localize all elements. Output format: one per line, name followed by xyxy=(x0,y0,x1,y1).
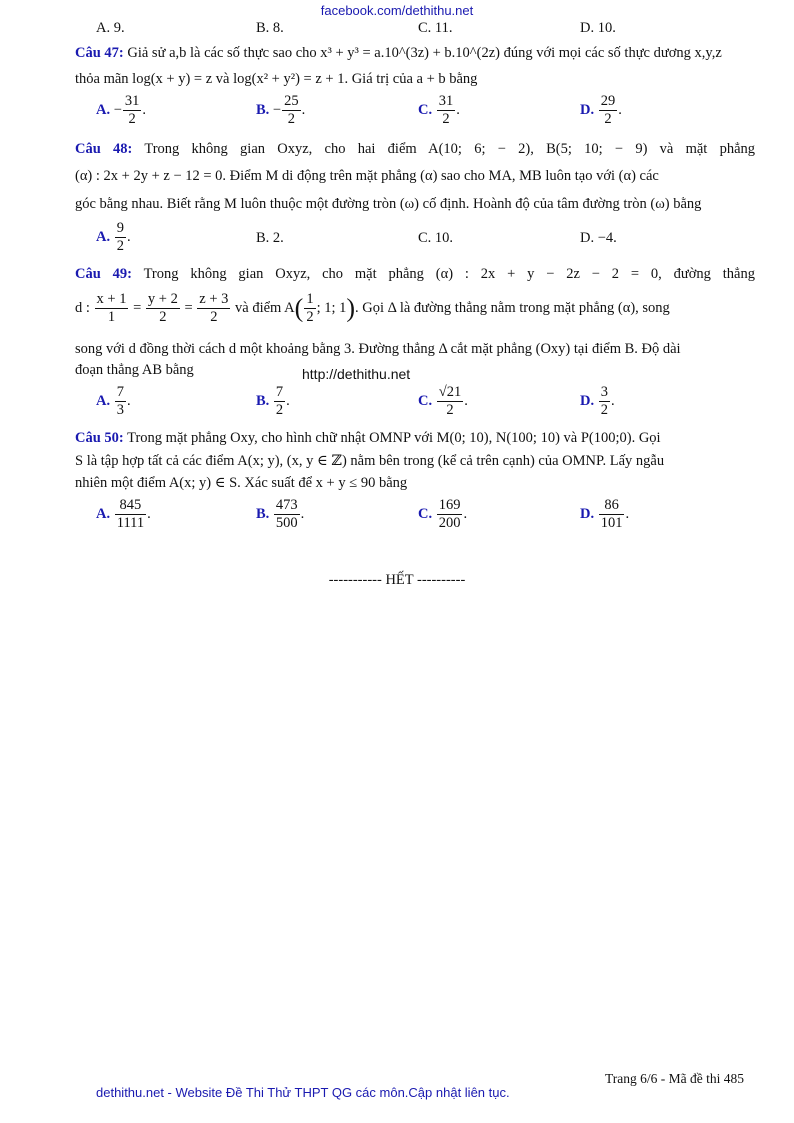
q48-option-a: A. $\frac{9}{2}$ . xyxy=(96,220,131,254)
q47-option-a: A. − $\frac{31}{2}$ . xyxy=(96,93,147,127)
q49-line2: d : $\frac{x + 1}{1}$ = $\frac{y + 2}{2}$ = $\frac{z + 3}{2}$ và điểm A( $\frac{1}{2}$ ; 1; 1). Gọi Δ là đường thẳng nằm trong mặt phẳng (α), song xyxy=(75,291,670,325)
q50-option-d: D. $\frac{86}{101}$ . xyxy=(580,497,630,531)
q50-line2: S là tập hợp tất cả các điểm A(x; y), (x, y ∈ ℤ) nằm bên trong (kể cả trên cạnh) của OMNP. Lấy ngẫu xyxy=(75,453,665,469)
q47-label: Câu 47: xyxy=(75,45,124,61)
end-marker: ----------- HẾT ---------- xyxy=(328,572,466,588)
q49-option-a: A. $\frac{7}{3}$ . xyxy=(96,384,131,418)
q46-option-d: D. 10. xyxy=(580,20,616,36)
q46-option-c: C. 11. xyxy=(418,20,453,36)
q46-option-a: A. 9. xyxy=(96,20,125,36)
q48-label: Câu 48: xyxy=(75,141,133,157)
q48-option-d: D. −4. xyxy=(580,230,617,246)
q49-option-c: C. $\frac{√21}{2}$ . xyxy=(418,384,468,418)
q48-line3: góc bằng nhau. Biết rằng M luôn thuộc một đường tròn (ω) cố định. Hoành độ của tâm đường tròn (ω) bằng xyxy=(75,196,702,212)
q48-line1: Câu 48: Trong không gian Oxyz, cho hai điểm A(10; 6; − 2), B(5; 10; − 9) và mặt phẳng xyxy=(75,141,756,157)
q47-text1: Giả sử a,b là các số thực sao cho x³ + y³ = a.10^(3z) + b.10^(2z) đúng với mọi các số thực dương x,y,z xyxy=(127,45,722,61)
q47-line1 xyxy=(75,45,755,62)
q48-line2: (α) : 2x + 2y + z − 12 = 0. Điểm M di động trên mặt phẳng (α) sao cho MA, MB luôn tạo với (α) các xyxy=(75,168,659,184)
q46-option-b: B. 8. xyxy=(256,20,284,36)
page-number: Trang 6/6 - Mã đề thi 485 xyxy=(605,1071,744,1086)
q50-label: Câu 50: xyxy=(75,430,124,446)
watermark-url[interactable]: http://dethithu.net xyxy=(302,366,411,382)
q47-option-b: B. − $\frac{25}{2}$ . xyxy=(256,93,306,127)
q50-line1: Câu 50: Trong mặt phẳng Oxy, cho hình chữ nhật OMNP với M(0; 10), N(100; 10) và P(100;0). Gọi xyxy=(75,430,661,446)
q49-line1: Câu 49: Trong không gian Oxyz, cho mặt phẳng (α) : 2x + y − 2z − 2 = 0, đường thẳng xyxy=(75,266,755,282)
q47-option-c: C. $\frac{31}{2}$ . xyxy=(418,93,460,127)
q50-option-c: C. $\frac{169}{200}$ . xyxy=(418,497,468,531)
q50-option-a: A. $\frac{845}{1111}$ . xyxy=(96,497,151,531)
footer-site[interactable]: dethithu.net - Website Đề Thi Thử THPT QG các môn.Cập nhật liên tục. xyxy=(96,1085,510,1100)
q47-option-d: D. $\frac{29}{2}$ . xyxy=(580,93,622,127)
header-url[interactable]: facebook.com/dethithu.net xyxy=(320,3,474,18)
q49-option-d: D. $\frac{3}{2}$ . xyxy=(580,384,615,418)
q50-line3: nhiên một điểm A(x; y) ∈ S. Xác suất để x + y ≤ 90 bằng xyxy=(75,475,408,491)
q48-option-c: C. 10. xyxy=(418,230,454,246)
q49-label: Câu 49: xyxy=(75,266,132,282)
q48-option-b: B. 2. xyxy=(256,230,284,246)
q49-line3: song với d đồng thời cách d một khoảng bằng 3. Đường thẳng Δ cắt mặt phẳng (Oxy) tại điểm B. Độ dài xyxy=(75,341,681,357)
q49-option-b: B. $\frac{7}{2}$ . xyxy=(256,384,290,418)
q49-line4: đoạn thẳng AB bằng xyxy=(75,362,194,378)
q47-line2: thỏa mãn log(x + y) = z và log(x² + y²) = z + 1. Giá trị của a + b bằng xyxy=(75,71,478,87)
q50-option-b: B. $\frac{473}{500}$ . xyxy=(256,497,305,531)
